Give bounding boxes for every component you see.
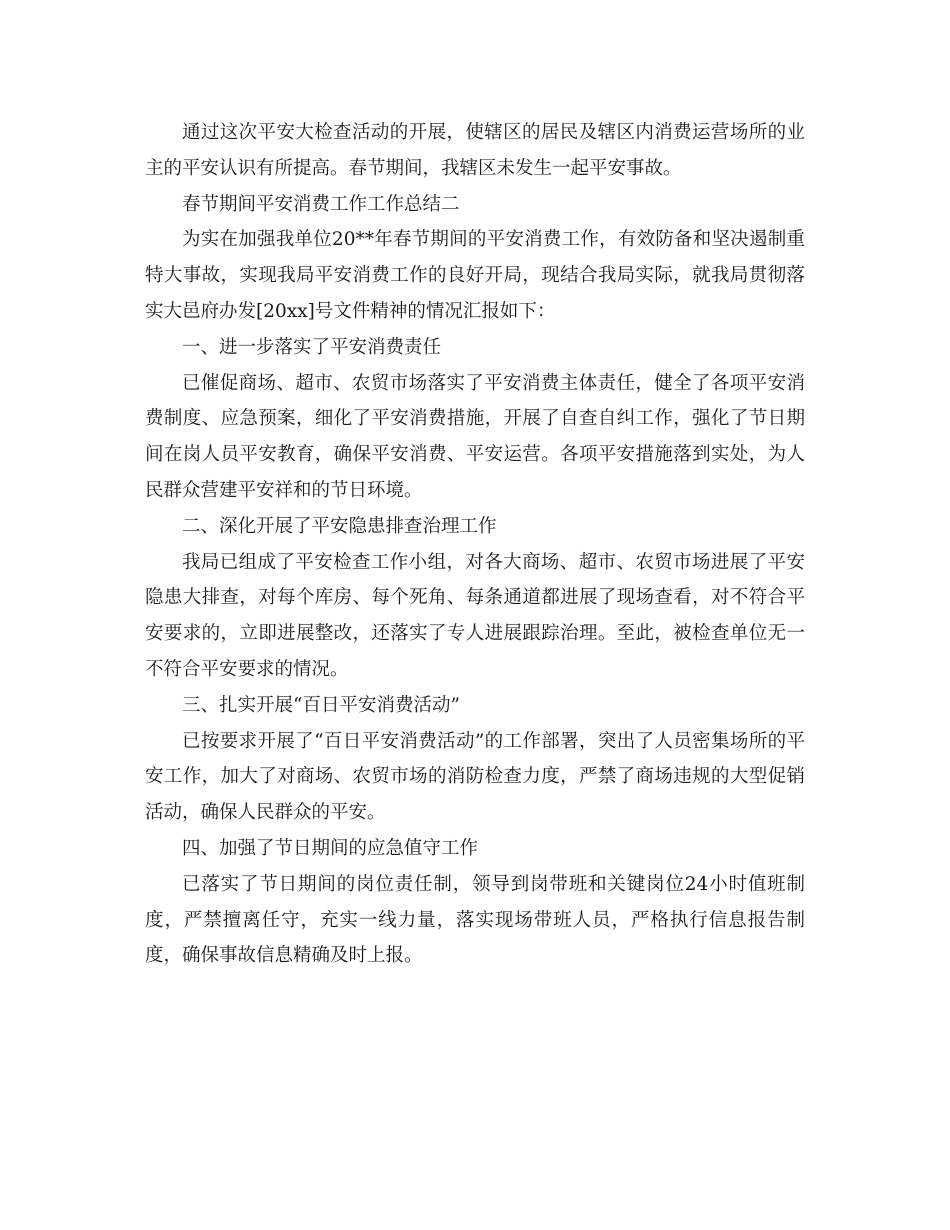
section-heading: 四、加强了节日期间的应急值守工作: [182, 837, 479, 859]
section-heading: 二、深化开展了平安隐患排查治理工作: [182, 515, 497, 537]
body-paragraph: 我局已组成了平安检查工作小组，对各大商场、超市、农贸市场进展了平安隐患大排查，对每个库房、每个死角、每条通道都进展了现场查看，对不符合平安要求的，立即进展整改，还落实了专人进展跟踪治理。至此，被检查单位无一不符合平安要求的情况。: [145, 551, 805, 680]
body-paragraph: 通过这次平安大检查活动的开展，使辖区的居民及辖区内消费运营场所的业主的平安认识有所提高。春节期间，我辖区未发生一起平安事故。: [145, 122, 805, 179]
body-paragraph: 已催促商场、超市、农贸市场落实了平安消费主体责任，健全了各项平安消费制度、应急预案，细化了平安消费措施，开展了自查自纠工作，强化了节日期间在岗人员平安教育，确保平安消费、平安运营。各项平安措施落到实处，为人民群众营建平安祥和的节日环境。: [145, 372, 805, 501]
section-heading: 三、扎实开展“百日平安消费活动”: [182, 694, 460, 716]
body-paragraph: 为实在加强我单位20**年春节期间的平安消费工作，有效防备和坚决遏制重特大事故，实现我局平安消费工作的良好开局，现结合我局实际，就我局贯彻落实大邑府办发[20xx]号文件精神的情况汇报如下：: [145, 229, 805, 322]
document-body: [145, 115, 805, 974]
section-title: 春节期间平安消费工作工作总结二: [182, 193, 460, 215]
body-paragraph: 已落实了节日期间的岗位责任制，领导到岗带班和关键岗位24小时值班制度，严禁擅离任守，充实一线力量，落实现场带班人员，严格执行信息报告制度，确保事故信息精确及时上报。: [145, 873, 805, 967]
section-heading: 一、进一步落实了平安消费责任: [182, 336, 442, 358]
body-paragraph: 已按要求开展了“百日平安消费活动”的工作部署，突出了人员密集场所的平安工作，加大了对商场、农贸市场的消防检查力度，严禁了商场违规的大型促销活动，确保人民群众的平安。: [145, 730, 805, 824]
